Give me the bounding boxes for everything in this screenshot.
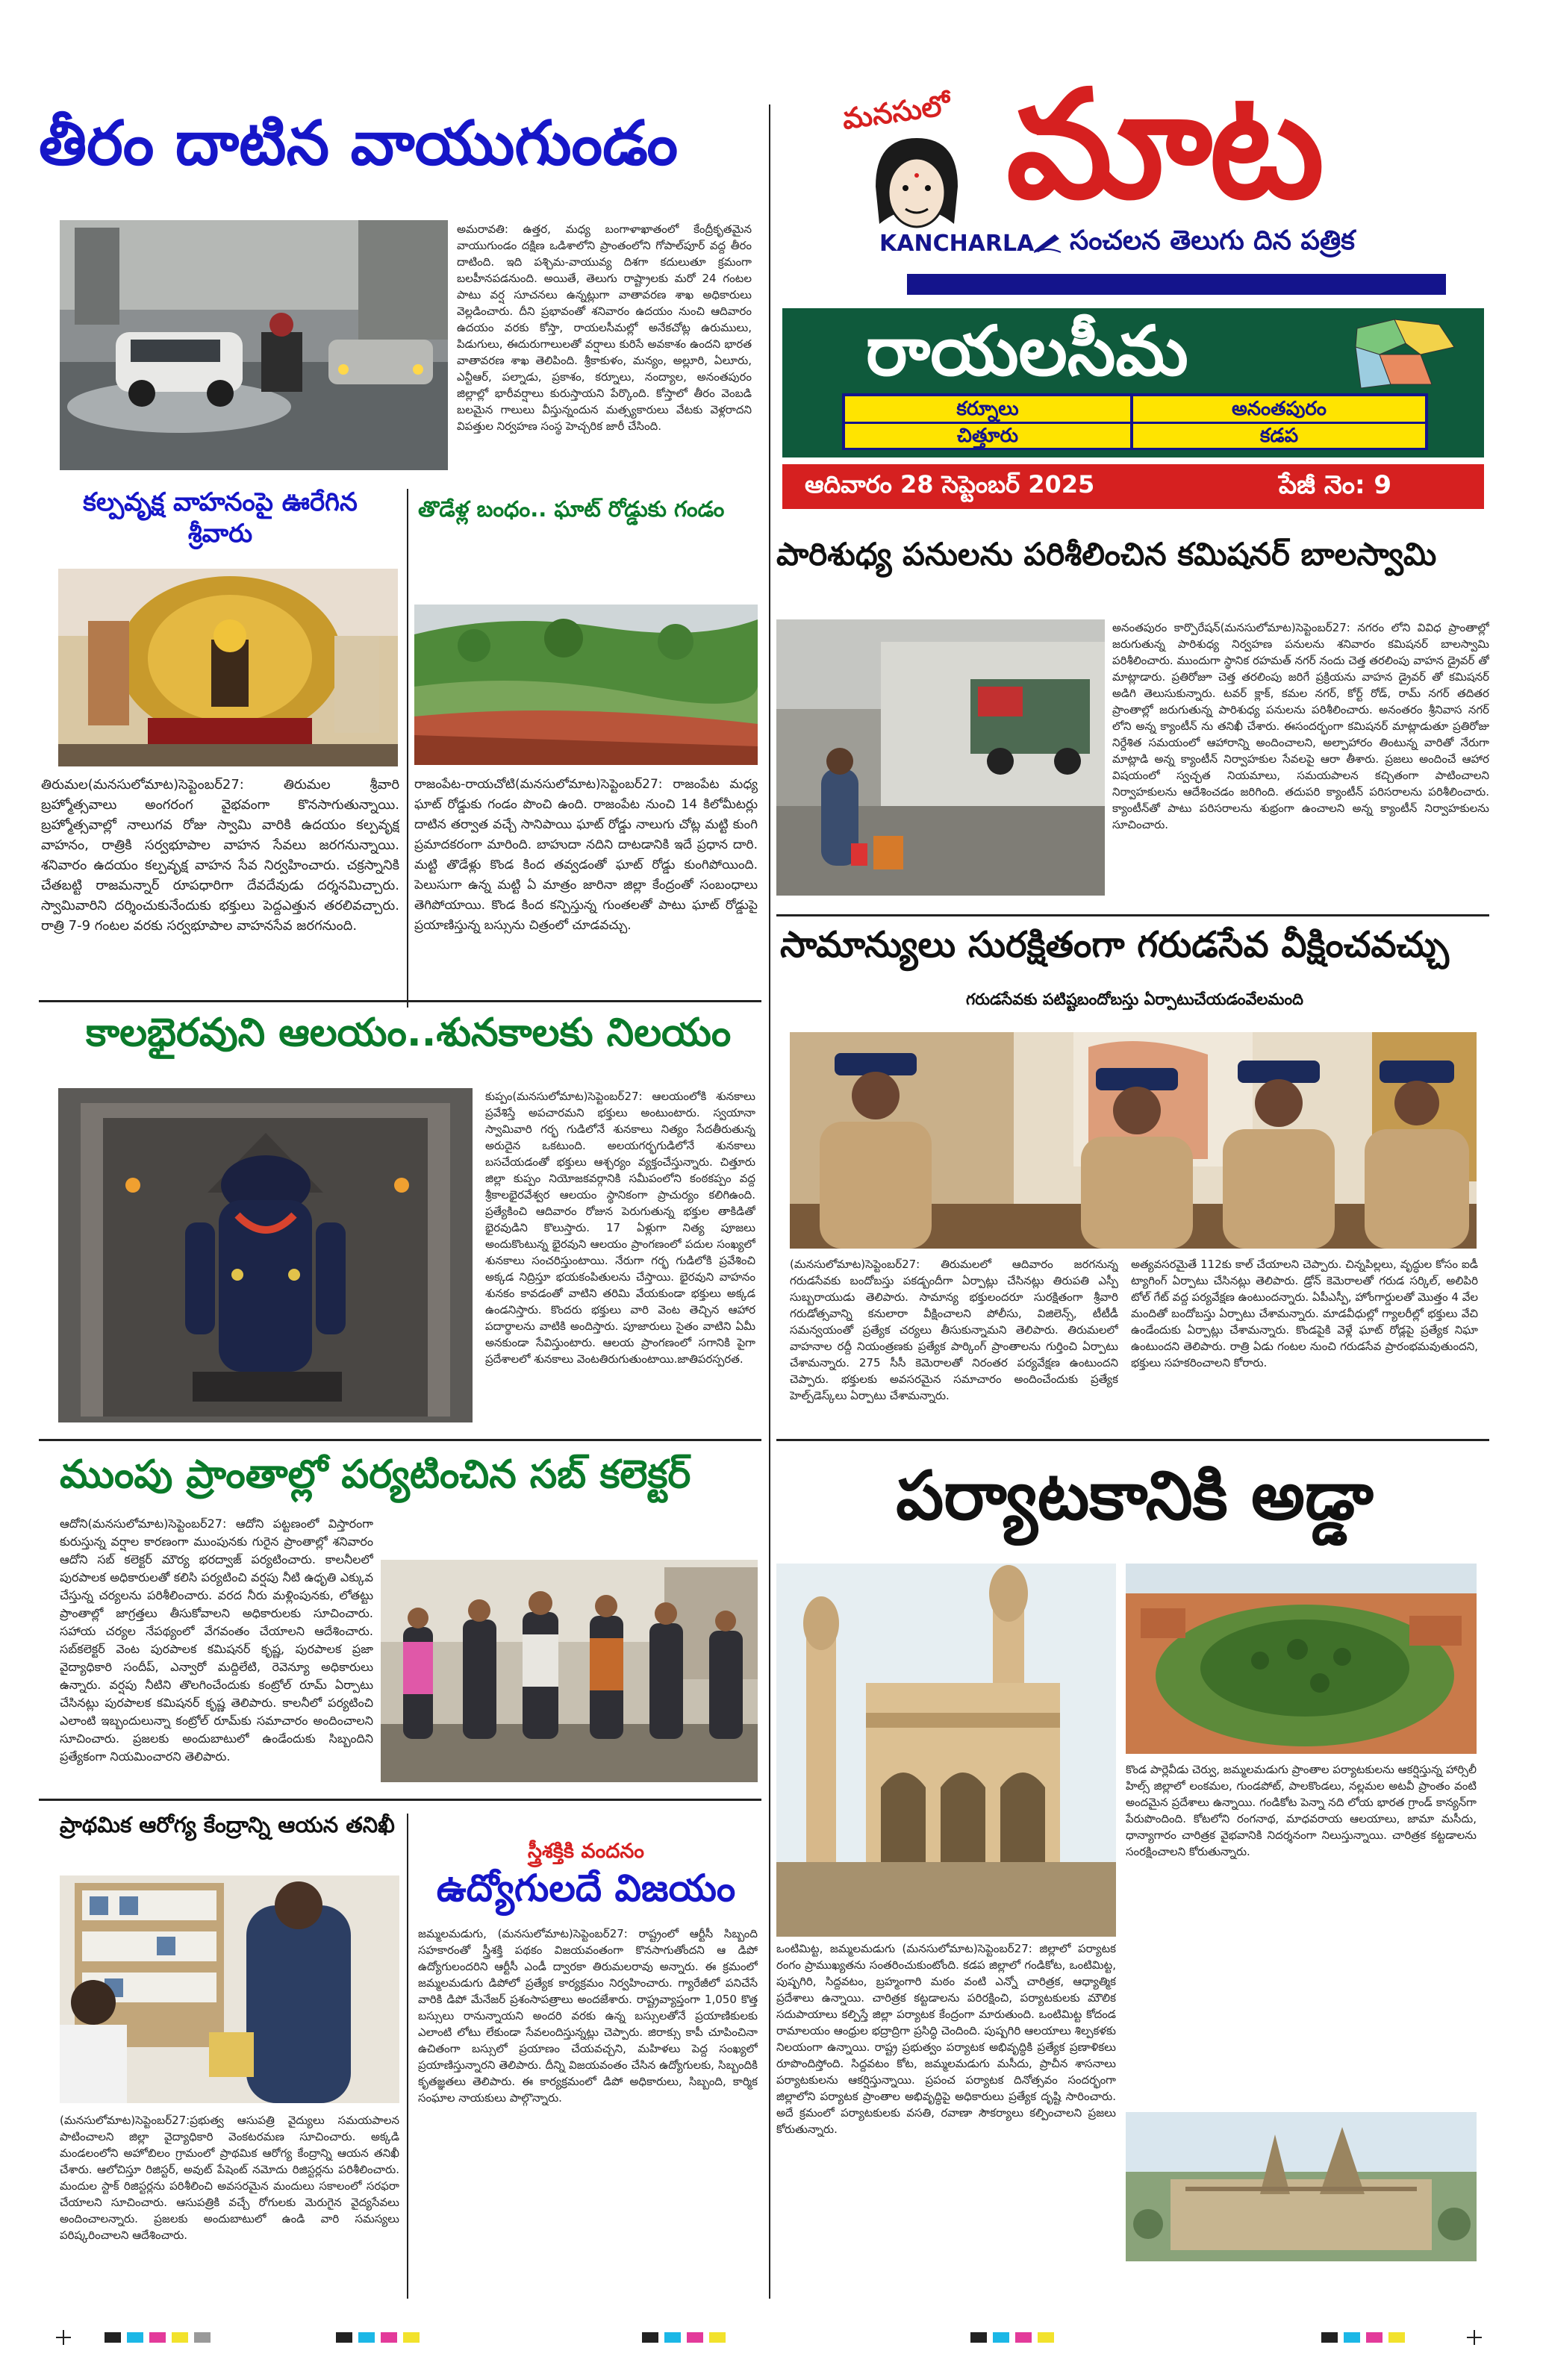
article5-body: ఆదోని(మనసులోమాట)సెప్టెంబర్27: ఆదోని పట్టణంలో విస్తారంగా కురుస్తున్న వర్షాల కారణంగా ముంపునకు గురైన ప్రాంతాల్లో శనివారం ఆదోని సబ్ కలెక్టర్ మౌర్య భరద్వాజ్ పర్యటించారు. కాలనీలలో పురపాలక అధికారులతో కలిసి పర్యటించి వర్షపు నీటి ఉధృతి ఎక్కువ చేస్తున్న చర్యలను పరిశీలించారు. వరద నీరు మళ్లింపునకు, లోతట్టు ప్రాంతాల్లో జాగ్రత్తలు తీసుకోవాలని అధికారులకు సూచించారు. సహాయ చర్యల నేపథ్యంలో వేగవంతం చేయాలని ఆదేశించారు. సబ్‌కలెక్టర్ వెంట పురపాలక కమిషనర్ కృష్ణ, పురపాలక ప్రజా వైద్యాధికారి సందీప్, ఎన్వారో మద్దిలేటి, రెవెన్యూ అధికారులు ఉన్నారు. వర్షపు నీటిని తొలగించేందుకు కంట్రోల్ రూమ్ ఏర్పాటు చేసినట్లు పురపాలక కమిషనర్ కృష్ణ తెలిపారు. కాలనీలో పర్యటించి ఎలాంటి ఇబ్బందులున్నా కంట్రోల్ రూమ్‌కు సమాచారం అందించాలని సూచించారు. ప్రజలకు అందుబాటులో ఉండేందుకు సిబ్బందిని ప్రత్యేకంగా నియమించారని తెలిపారు. [60, 1517, 373, 1764]
article5-photo [381, 1560, 758, 1782]
masthead-bar [907, 274, 1446, 295]
article3-photo [414, 605, 758, 765]
masthead-brand: KANCHARLA [879, 231, 1035, 257]
column-divider-6-7 [407, 1814, 408, 2299]
date-bar [782, 464, 1484, 509]
article8-body: అనంతపురం కార్పొరేషన్(మనసులోమాట)సెప్టెంబర్27: నగరం లోని వివిధ ప్రాంతాల్లో జరుగుతున్న పారిశుధ్య నిర్వహణ పనులను శనివారం కమిషనర్ బాలస్వామి పరిశీలించారు. ముందుగా స్థానిక రహమత్ నగర్ నందు చెత్త తరలింపు వాహన డ్రైవర్ తో మాట్లాడారు. ప్రతిరోజూ చెత్త తరలింపు జరిగే ప్రక్రియను వాహన డ్రైవర్ తో కమిషనర్ అడిగి తెలుసుకున్నారు. టవర్ క్లాక్, కమల నగర్, కోర్ట్ రోడ్, రామ్ నగర్ తదితర ప్రాంతాల్లో జరుగుతున్న పారిశుధ్య పనులను పరిశీలించారు. అనంతరం శ్రీనివాస నగర్ లోని అన్న క్యాంటీన్ ను తనిఖీ చేశారు. ఈసందర్భంగా కమిషనర్ మాట్లాడుతూ ప్రతిరోజు నిర్దేశిత సమయంలో ఆహారాన్ని అందించాలని, అల్పాహారం తింటున్న వారితో నేరుగా మాట్లాడి అన్న క్యాంటీన్ నిర్వాహకుల సేవలపై ఆరా తీశారు. ప్రజలు అందించే ఆహార విషయంలో స్వచ్ఛత నియమాలు, సమయపాలన కచ్చితంగా పాటించాలని నిర్వాహకులను ఆదేశించడం జరిగింది. తదుపరి క్యాంటీన్ పరిసరాలను పరిశీలించారు. క్యాంటీన్‌తో పాటు పరిసరాలను శుభ్రంగా ఉంచాలని అన్న క్యాంటీన్ నిర్వాహకులను సూచించారు. [1112, 621, 1489, 831]
masthead-subtitle: సంచలన తెలుగు దిన పత్రిక [1070, 225, 1355, 256]
article2-headline-line2: శ్రీవారు [187, 519, 253, 549]
article2-headline-line1: కల్పవృక్ష వాహనంపై ఊరేగిన [83, 487, 358, 517]
district-kurnool: కర్నూలు [845, 396, 1130, 422]
rule-right-2 [776, 1439, 1489, 1441]
article9-headline: సామాన్యులు సురక్షితంగా గరుడసేవ వీక్షించవచ్చు [780, 924, 1449, 966]
article1-headline: తీరం దాటిన వాయుగుండం [39, 108, 679, 179]
district-anantapur: అనంతపురం [1133, 396, 1425, 422]
rule-right-1 [776, 914, 1489, 916]
article6-photo [60, 1875, 399, 2103]
article4-body: కుప్పం(మనసులోమాట)సెప్టెంబర్27: ఆలయంలోకి శునకాలు ప్రవేశిస్తే అపచారమని భక్తులు అంటుంటారు. స్వయానా స్వామివారి గర్భ గుడిలోనే శునకాలు నిత్యం సేదతీరుతున్న అరుదైన ఒకటుంది. అలయగర్భగుడిలోనే శునకాలు బసచేయడంతో భక్తులు ఆశ్చర్యం వ్యక్తంచేస్తున్నారు. చిత్తూరు జిల్లా కుప్పం నియోజకవర్గానికి సమీపంలోని కంఠకప్పం వద్ద శ్రీకాలభైరవేశ్వర ఆలయం స్థానికంగా ప్రాచుర్యం కలిగిఉంది. ప్రత్యేకించి ఆదివారం రోజున పెరుగుతున్న భక్తుల తాకిడితో భైరవుడిని కొలుస్తారు. 17 ఏళ్లుగా నిత్య పూజలు అందుకొంటున్న భైరవుని ఆలయం ప్రాంగణంలో పదుల సంఖ్యలో శునకాలు సంచరిస్తుంటాయి. నేరుగా గర్భ గుడిలోకి ప్రవేశించి అక్కడ నిద్రిస్తూ భయకంపితులను చేస్తాయి. భైరవుని వాహనం శునకం కావడంతో వాటిని తరిమి వేయకుండా భక్తులు అక్కడ ఉండనిస్తారు. కొందరు భక్తులు వారి వెంట తెచ్చిన ఆహార పదార్థాలను వాటికి అందిస్తారు. పూజారులు సైతం వాటిని ఏమీ అనకుండా సేవిస్తుంటారు. ఆలయ ప్రాంగణంలో సగానికి పైగా ప్రదేశాలలో శునకాలు వెంటతిరుగుతుంటాయి.జాతిపరస్పరత. [485, 1090, 755, 1366]
article9-body-right: అత్యవసరమైతే 112కు కాల్ చేయాలని చెప్పారు. చిన్నపిల్లలు, వృద్ధుల కోసం ఐడీ ట్యాగింగ్ ఏర్పాటు చేసినట్లు తెలిపారు. డ్రోన్ కెమెరాలతో గరుడ సర్కిల్, అలిపిరి టోల్ గేట్ వద్ద పర్యవేక్షణ ఉంటుందన్నారు. ఏపీఎస్పీ, హోంగార్డులతో మొత్తం 4 వేల మందితో బందోబస్తు ఏర్పాటు చేశామన్నారు. మాడవీధుల్లో గ్యాలరీల్లో భక్తులు వేచి ఉండేందుకు ఏర్పాట్లు చేశామన్నారు. కొండపైకి వెళ్లే ఘాట్ రోడ్లపై ప్రత్యేక నిఘా ఉంటుందని తెలిపారు. రాత్రి ఏడు గంటల నుంచి గరుడసేవ ప్రారంభమవుతుందని, భక్తులు సహకరించాలని కోరారు. [1131, 1258, 1478, 1369]
rayalaseema-map-icon [1350, 313, 1462, 396]
date-text: ఆదివారం 28 సెప్టెంబర్ 2025 [805, 470, 1095, 499]
article2-body: తిరుమల(మనసులోమాట)సెప్టెంబర్27: తిరుమల శ్రీవారి బ్రహ్మోత్సవాలు అంగరంగ వైభవంగా కొనసాగుతున్నాయి. బ్రహ్మోత్సవాల్లో నాలుగవ రోజు స్వామి వారికి ఉదయం కల్పవృక్ష వాహనం, రాత్రికి సర్వభూపాల వాహన సేవలు జరగనున్నాయి. శనివారం ఉదయం కల్పవృక్ష వాహన సేవ నిర్వహించారు. చక్రస్నానికి చేతబట్టి రాజమన్నార్ రూపధారిగా దేవదేవుడు దర్శనమిచ్చారు. స్వామివారిని దర్శించుకునేందుకు భక్తులు పెద్దఎత్తున తరలివచ్చారు. రాత్రి 7-9 గంటల వరకు సర్వభూపాల వాహనసేవ జరగనుంది. [41, 777, 399, 934]
article10-photo-mosque [776, 1564, 1116, 1937]
article8-headline: పారిశుధ్య పనులను పరిశీలించిన కమిషనర్ బాలస్వామి [776, 536, 1437, 572]
page-number: పేజీ నెం: 9 [1279, 470, 1392, 500]
article5-headline: ముంపు ప్రాంతాల్లో పర్యటించిన సబ్ కలెక్టర్ [60, 1452, 691, 1497]
article9-body-left: (మనసులోమాట)సెప్టెంబర్27: తిరుమలలో ఆదివారం జరగనున్న గరుడసేవకు బందోబస్తు పకడ్బందీగా ఏర్పాట్లు చేసినట్లు తిరుపతి ఎస్పీ సుబ్బరాయుడు తెలిపారు. సామాన్య భక్తులందరూ సురక్షితంగా శ్రీవారి గరుడోత్సవాన్ని కనులారా వీక్షించాలని పోలీసు, విజిలెన్స్, టీటీడీ సమన్వయంతో ప్రత్యేక చర్యలు తీసుకున్నామని తెలిపారు. తిరుమలలో వాహనాల రద్దీ నియంత్రణకు ప్రత్యేక పార్కింగ్ ప్రాంతాలను గుర్తించి ఏర్పాటు చేశామన్నారు. 275 సీసీ కెమెరాలతో నిరంతర పర్యవేక్షణ ఉంటుందని చెప్పారు. భక్తులకు అవసరమైన సమాచారం అందించేందుకు ప్రత్యేక హెల్ప్‌డెస్క్‌లు ఏర్పాటు చేశామన్నారు. [790, 1258, 1118, 1402]
article9-subhead: గరుడసేవకు పటిష్టబందోబస్తు ఏర్పాటుచేయడంవేలమంది [966, 990, 1303, 1008]
article10-headline: పర్యాటకానికి అడ్డా [896, 1457, 1374, 1535]
article10-body-right: కొండ పార్లెవీడు చెర్వు, జమ్మలమడుగు ప్రాంతాల పర్యాటకులను ఆకర్షిస్తున్న హార్సిలీ హిల్స్ జిల్లాలో లంకమల, గుండపోట్, పాలకొండలు, నల్లమల అటవీ ప్రాంతం వంటి అందమైన ప్రదేశాలు ఉన్నాయి. గండికోట పెన్నా నది లోయ భారత గ్రాండ్ కాన్యన్‌గా పేరుపొందింది. కోటలోని రంగనాథ, మాధవరాయ ఆలయాలు, జామా మసీదు, ధాన్యాగారం చారిత్రక వైభవానికి నిదర్శనంగా నిలుస్తున్నాయి. చారిత్రక కట్టడాలను సంరక్షించాలని కోరుతున్నారు. [1126, 1763, 1477, 1858]
center-divider [769, 104, 770, 2299]
article8-photo [776, 619, 1105, 896]
article9-photo [790, 1032, 1477, 1249]
article6-headline: ప్రాథమిక ఆరోగ్య కేంద్రాన్ని ఆయన తనిఖీ [60, 1812, 395, 1837]
article6-body: (మనసులోమాట)సెప్టెంబర్27:ప్రభుత్వ ఆసుపత్రి వైద్యులు సమయపాలన పాటించాలని జిల్లా వైద్యాధికారి వెంకటరమణ సూచించారు. అక్కడి మండలంలోని అహోబిలం గ్రామంలో ప్రాథమిక ఆరోగ్య కేంద్రాన్ని ఆయన తనిఖీ చేశారు. ఆలోచిస్తూ రిజిస్టర్, అవుట్ పేషెంట్ నమోదు రిజిస్టర్లను పరిశీలించారు. మందుల స్టాక్ రిజిస్టర్లను పరిశీలించి అవసరమైన మందులు సకాలంలో సరఫరా చేయాలని సూచించారు. ఆసుపత్రికి వచ్చే రోగులకు మెరుగైన వైద్యసేవలు అందించాలన్నారు. ప్రజలకు అందుబాటులో ఉండి వారి సమస్యలు పరిష్కరించాలని ఆదేశించారు. [60, 2114, 399, 2242]
registration-marks [52, 2329, 1493, 2346]
masthead-portrait [861, 134, 973, 239]
column-divider-2-3 [407, 489, 408, 1008]
masthead-tagline: మనసులో [840, 88, 953, 136]
article2-photo [58, 569, 398, 766]
article10-photo-aerial [1126, 1564, 1477, 1754]
rule-left-2 [39, 1439, 761, 1441]
masthead [782, 58, 1484, 459]
rule-left-3 [39, 1799, 761, 1801]
article7-body: జమ్మలమడుగు, (మనసులోమాట)సెప్టెంబర్27: రాష్ట్రంలో ఆర్టీసీ సిబ్బంది సహకారంతో స్త్రీశక్తి పథకం విజయవంతంగా కొనసాగుతోందని ఆ డిపో ఉద్యోగులందరిని ఆర్టీసీ ఎండీ ద్వారకా తిరుమలరావు అన్నారు. ఈ క్రమంలో జమ్మలమడుగు డిపోలో ప్రత్యేక కార్యక్రమం నిర్వహించారు. గ్యారేజీలో పనిచేసే వారికి డిపో మేనేజర్ ప్రశంసాపత్రాలు అందజేశారు. రాష్ట్రవ్యాప్తంగా 1,050 కొత్త బస్సులు రానున్నాయని అందరి వరకు ఉన్న బస్సులతోనే ప్రయాణికులకు ఎలాంటి లోటు లేకుండా సేవలందిస్తున్నట్లు చెప్పారు. జిరాక్సు కాపీ చూపించినా ఉచితంగా బస్సులో ప్రయాణం చేయవచ్చని, మహిళలు పెద్ద సంఖ్యలో ప్రయాణిస్తున్నారని తెలిపారు. దీన్ని విజయవంతం చేసిన ఉద్యోగులకు, సిబ్బందికి కృతజ్ఞతలు తెలిపారు. ఈ కార్యక్రమంలో డిపో అధికారులు, సిబ్బంది, కార్మిక సంఘాల నాయకులు పాల్గొన్నారు. [418, 1927, 758, 2105]
article4-photo [58, 1088, 473, 1422]
district-kadapa: కడప [1133, 424, 1425, 448]
article3-headline: తొడేళ్ల బంధం.. ఘాట్ రోడ్డుకు గండం [418, 496, 725, 522]
article3-body: రాజంపేట-రాయచోటి(మనసులోమాట)సెప్టెంబర్27: రాజంపేట మధ్య ఘాట్ రోడ్డుకు గండం పొంచి ఉంది. రాజంపేట నుంచి 14 కిలోమీటర్లు దాటిన తర్వాత వచ్చే సానిపాయి ఘాట్ రోడ్డు నాలుగు చోట్ల మట్టి కుంగి ప్రమాదకరంగా మారింది. బాహుదా నదిని దాటడానికి ఇదే ప్రధాన దారి. మట్టి తొడేళ్లు కొండ కింద తవ్వడంతో ఘాట్ రోడ్డు కుంగిపోయింది. పెలుసుగా ఉన్న మట్టి ఏ మాత్రం జారినా జిల్లా కేంద్రంతో సంబంధాలు తెగిపోయాయి. కొండ కింద కన్పిస్తున్న గుంతలతో పాటు ఘాట్ రోడ్డుపై ప్రయాణిస్తున్న బస్సును చిత్రంలో చూడవచ్చు. [414, 777, 758, 933]
article10-body-left: ఒంటిమిట్ట, జమ్మలమడుగు (మనసులోమాట)సెప్టెంబర్27: జిల్లాలో పర్యాటక రంగం ప్రాముఖ్యతను సంతరించుకుంటోంది. కడప జిల్లాలో గండికోట, ఒంటిమిట్ట, పుష్పగిరి, సిద్దవటం, బ్రహ్మంగారి మఠం వంటి ఎన్నో చారిత్రక, ఆధ్యాత్మిక ప్రదేశాలు ఉన్నాయి. చారిత్రక కట్టడాలను పరిరక్షించి, పర్యాటకులకు మౌలిక సదుపాయాలు కల్పిస్తే జిల్లా పర్యాటక కేంద్రంగా మారుతుంది. ఒంటిమిట్ట కోదండ రామాలయం ఆంధ్రుల భద్రాద్రిగా ప్రసిద్ధి చెందింది. పుష్పగిరి ఆలయాలు శిల్పకళకు నిలయంగా ఉన్నాయి. రాష్ట్ర ప్రభుత్వం పర్యాటక అభివృద్ధికి ప్రత్యేక ప్రణాళికలు రూపొందిస్తోంది. సిద్దవటం కోట, జమ్మలమడుగు మసీదు, ప్రాచీన శాసనాలు పర్యాటకులను ఆకర్షిస్తున్నాయి. ప్రపంచ పర్యాటక దినోత్సవం సందర్భంగా జిల్లాలోని పర్యాటక ప్రాంతాల అభివృద్ధిపై అధికారులు ప్రత్యేక దృష్టి సారించారు. అదే క్రమంలో పర్యాటకులకు వసతి, రవాణా సౌకర్యాలు కల్పించాలని ప్రజలు కోరుతున్నారు. [776, 1942, 1116, 2136]
article1-photo [60, 220, 448, 470]
masthead-title: మాట [1006, 58, 1322, 232]
region-title: రాయలసీమ [866, 311, 1188, 391]
article10-photo-temple [1126, 2112, 1477, 2261]
article7-headline: ఉద్యోగులదే విజయం [436, 1867, 736, 1910]
article2-headline [52, 487, 388, 549]
article4-headline: కాలభైరవుని ఆలయం..శునకాలకు నిలయం [86, 1011, 732, 1055]
article1-body: అమరావతి: ఉత్తర, మధ్య బంగాళాఖాతంలో కేంద్రీకృతమైన వాయుగుండం దక్షిణ ఒడిశాలోని ప్రాంతంలోని గోపాల్‌పూర్ వద్ద తీరం దాటింది. ఇది పశ్చిమ-వాయువ్య దిశగా కదులుతూ క్రమంగా బలహీనపడనుంది. అయితే, తెలుగు రాష్ట్రాలకు మరో 24 గంటల పాటు వర్ష సూచనలు ఉన్నట్లుగా వాతావరణ శాఖ అధికారులు వెల్లడించారు. దీని ప్రభావంతో శనివారం ఉదయం నుంచి ఆదివారం ఉదయం వరకు కోస్తా, రాయలసీమల్లో అనేకచోట్ల ఉరుములు, పిడుగులు, ఈదురుగాలులతో వర్షాలు కురిసే అవకాశం ఉందని భారత వాతావరణ శాఖ తెలిపింది. శ్రీకాకుళం, మన్యం, అల్లూరి, ఏలూరు, ఎన్టీఆర్, పల్నాడు, ప్రకాశం, కర్నూలు, నంద్యాల, అనంతపురం జిల్లాల్లో భారీవర్షాలు కురుస్తాయని పేర్కొంది. కోస్తాలో తీరం వెంబడి బలమైన గాలులు వీస్తున్నందున మత్స్యకారులు వేటకు వెళ్లరాదని విపత్తుల నిర్వహణ సంస్థ హెచ్చరిక జారీ చేసింది. [457, 222, 752, 433]
district-chittoor: చిత్తూరు [845, 424, 1130, 448]
article7-kicker: స్త్రీశక్తికి వందనం [528, 1840, 644, 1863]
rule-left-1 [39, 1000, 761, 1002]
pen-icon [1032, 231, 1062, 254]
